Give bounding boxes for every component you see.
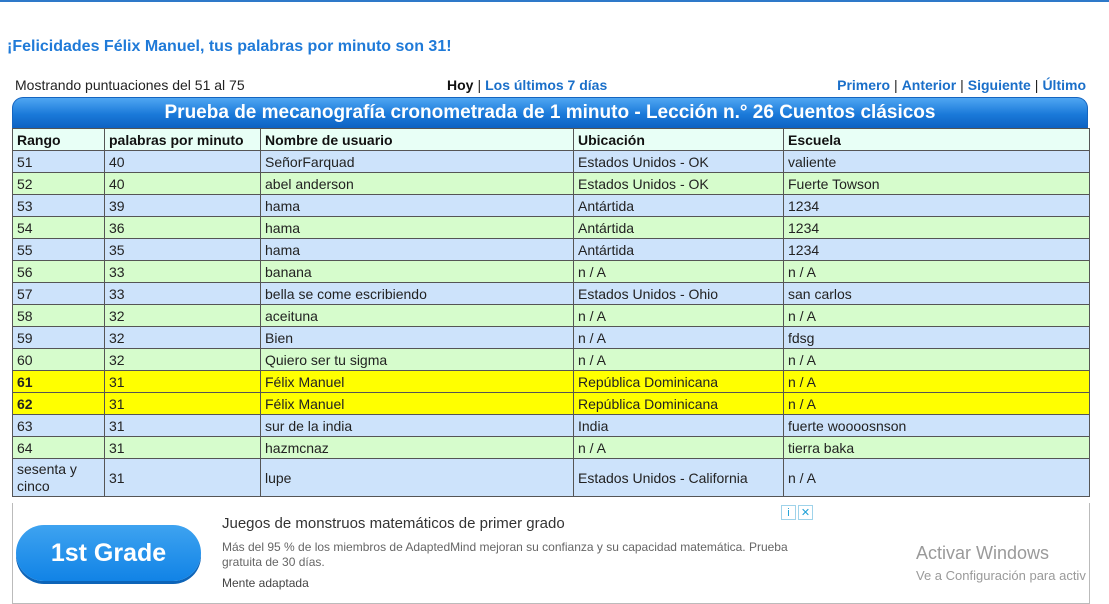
scores-table [12,128,1090,497]
username-cell: hama [261,195,574,217]
table-row [13,349,1090,371]
username-cell: abel anderson [261,173,574,195]
school-cell: n / A [784,393,1090,415]
school-cell: tierra baka [784,437,1090,459]
leaderboard-title: Prueba de mecanografía cronometrada de 1 minuto - Lección n.° 26 Cuentos clásicos [12,97,1088,128]
windows-activation-watermark-subtitle: Ve a Configuración para activ [916,568,1086,583]
wpm-cell: 33 [105,283,261,305]
school-cell: Fuerte Towson [784,173,1090,195]
username-cell: SeñorFarquad [261,151,574,173]
school-cell: n / A [784,371,1090,393]
username-cell: lupe [261,459,574,497]
location-cell: n / A [574,261,784,283]
rank-cell: sesenta y cinco [13,459,105,497]
wpm-cell: 31 [105,393,261,415]
separator: | [894,77,898,93]
separator: | [1034,77,1039,93]
table-row [13,305,1090,327]
top-divider [0,0,1109,2]
location-cell: Antártida [574,217,784,239]
rank-cell: 62 [13,393,105,415]
table-row [13,239,1090,261]
rank-cell: 64 [13,437,105,459]
school-cell: fdsg [784,327,1090,349]
table-row [13,261,1090,283]
info-icon[interactable]: i [781,505,796,520]
username-cell: Félix Manuel [261,371,574,393]
rank-cell: 58 [13,305,105,327]
username-cell: banana [261,261,574,283]
wpm-cell: 35 [105,239,261,261]
column-header-rank: Rango [13,129,105,151]
rank-cell: 51 [13,151,105,173]
location-cell: Estados Unidos - California [574,459,784,497]
wpm-cell: 39 [105,195,261,217]
rank-cell: 59 [13,327,105,349]
ad-grade-button[interactable]: 1st Grade [16,525,201,581]
period-today[interactable]: Hoy [447,77,474,93]
rank-cell: 52 [13,173,105,195]
ad-title[interactable]: Juegos de monstruos matemáticos de primer grado [222,515,565,532]
rank-cell: 56 [13,261,105,283]
rank-cell: 63 [13,415,105,437]
period-selector [447,77,607,93]
location-cell: Estados Unidos - OK [574,173,784,195]
table-row [13,195,1090,217]
column-header-username: Nombre de usuario [261,129,574,151]
school-cell: fuerte woooosnson [784,415,1090,437]
username-cell: Félix Manuel [261,393,574,415]
wpm-cell: 36 [105,217,261,239]
wpm-cell: 31 [105,459,261,497]
school-cell: 1234 [784,195,1090,217]
school-cell: san carlos [784,283,1090,305]
location-cell: n / A [574,327,784,349]
school-cell: valiente [784,151,1090,173]
table-row [13,437,1090,459]
wpm-cell: 31 [105,415,261,437]
table-row [13,217,1090,239]
table-row [13,393,1090,415]
location-cell: n / A [574,349,784,371]
table-row [13,327,1090,349]
pagination [837,77,1086,93]
column-header-location: Ubicación [574,129,784,151]
column-header-school: Escuela [784,129,1090,151]
wpm-cell: 40 [105,151,261,173]
school-cell: 1234 [784,239,1090,261]
column-header-wpm: palabras por minuto [105,129,261,151]
location-cell: Estados Unidos - Ohio [574,283,784,305]
table-row [13,173,1090,195]
separator: | [960,77,964,93]
rank-cell: 53 [13,195,105,217]
ad-source: Mente adaptada [222,576,309,590]
first-page-link[interactable]: Primero [837,77,891,93]
location-cell: n / A [574,437,784,459]
school-cell: n / A [784,459,1090,497]
username-cell: hama [261,217,574,239]
period-last-7-days-link[interactable]: Los últimos 7 días [485,77,608,93]
username-cell: hazmcnaz [261,437,574,459]
table-row [13,415,1090,437]
username-cell: Quiero ser tu sigma [261,349,574,371]
rank-cell: 60 [13,349,105,371]
school-cell: n / A [784,261,1090,283]
location-cell: India [574,415,784,437]
wpm-cell: 40 [105,173,261,195]
rank-cell: 55 [13,239,105,261]
location-cell: Estados Unidos - OK [574,151,784,173]
wpm-cell: 32 [105,305,261,327]
showing-range: Mostrando puntuaciones del 51 al 75 [15,77,245,93]
rank-cell: 54 [13,217,105,239]
username-cell: bella se come escribiendo [261,283,574,305]
table-row [13,371,1090,393]
leaderboard [12,97,1088,497]
wpm-cell: 33 [105,261,261,283]
rank-cell: 57 [13,283,105,305]
username-cell: hama [261,239,574,261]
windows-activation-watermark-title: Activar Windows [916,543,1050,563]
username-cell: aceituna [261,305,574,327]
last-page-link[interactable]: Último [1042,77,1086,93]
ad-choices [781,505,813,520]
wpm-cell: 32 [105,327,261,349]
location-cell: República Dominicana [574,371,784,393]
previous-page-link[interactable]: Anterior [901,77,957,93]
congrats-message: ¡Felicidades Félix Manuel, tus palabras por minuto son 31! [7,38,452,55]
wpm-cell: 32 [105,349,261,371]
table-row [13,459,1090,497]
wpm-cell: 31 [105,437,261,459]
rank-cell: 61 [13,371,105,393]
ad-description: Más del 95 % de los miembros de AdaptedMind mejoran su confianza y su capacidad matemática. Prueba gratuita de 30 días. [222,540,788,569]
location-cell: Antártida [574,239,784,261]
close-icon[interactable]: ✕ [798,505,813,520]
table-row [13,283,1090,305]
username-cell: sur de la india [261,415,574,437]
table-row [13,151,1090,173]
wpm-cell: 31 [105,371,261,393]
table-header-row [13,129,1090,151]
table-body [13,151,1090,497]
location-cell: República Dominicana [574,393,784,415]
location-cell: Antártida [574,195,784,217]
separator: | [477,77,482,93]
location-cell: n / A [574,305,784,327]
username-cell: Bien [261,327,574,349]
school-cell: n / A [784,349,1090,371]
school-cell: n / A [784,305,1090,327]
next-page-link[interactable]: Siguiente [967,77,1031,93]
school-cell: 1234 [784,217,1090,239]
